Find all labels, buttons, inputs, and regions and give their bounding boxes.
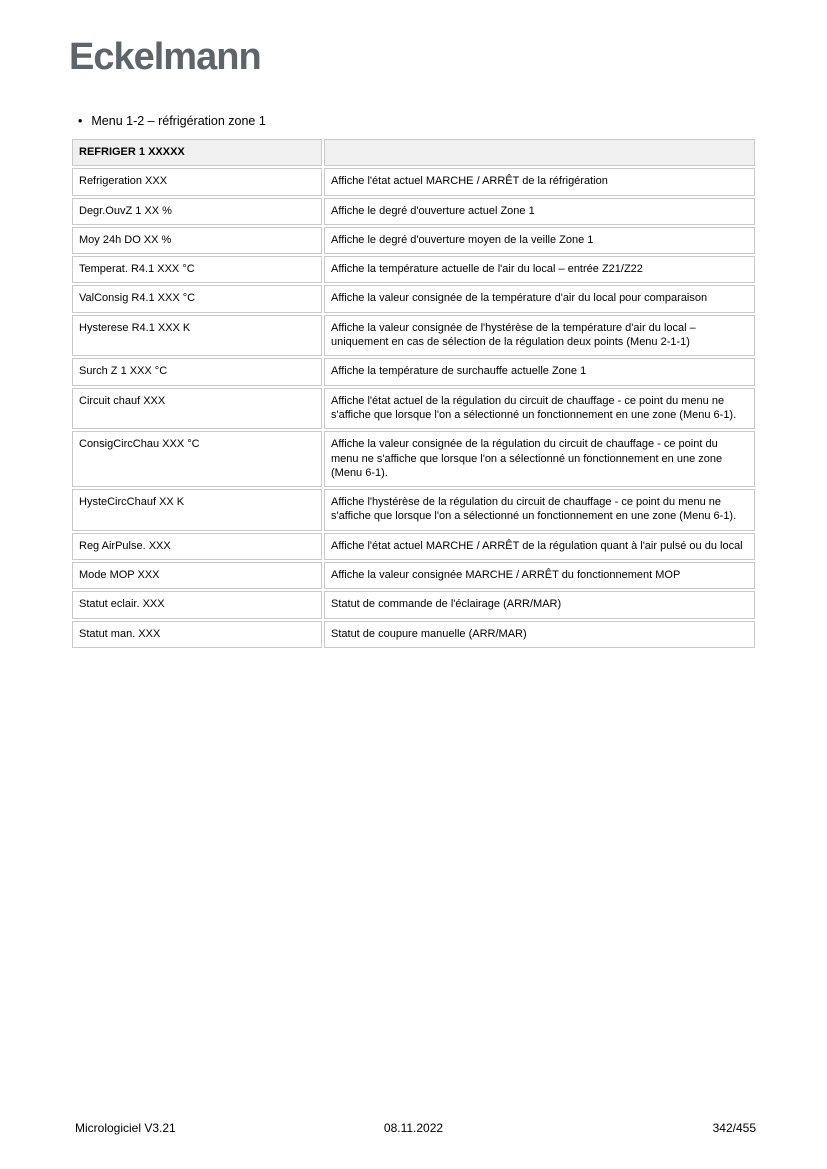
- table-header-empty-cell: [324, 139, 755, 166]
- menu-item-description: Affiche la température actuelle de l'air du local – entrée Z21/Z22: [324, 256, 755, 283]
- menu-item-label: ConsigCircChau XXX °C: [72, 431, 322, 487]
- table-header-row: [72, 139, 755, 166]
- menu-item-description: Affiche l'hystérèse de la régulation du circuit de chauffage - ce point du menu ne s'affiche que lorsque l'on a sélectionné un fonctionnement en une zone (Menu 6-1).: [324, 489, 755, 531]
- page-footer: [0, 1121, 827, 1137]
- table-row: [72, 621, 755, 648]
- table-row: [72, 315, 755, 357]
- menu-item-label: Statut eclair. XXX: [72, 591, 322, 618]
- table-row: [72, 227, 755, 254]
- table-row: [72, 388, 755, 430]
- menu-item-label: Refrigeration XXX: [72, 168, 322, 195]
- menu-item-label: Temperat. R4.1 XXX °C: [72, 256, 322, 283]
- table-row: [72, 358, 755, 385]
- table-row: [72, 431, 755, 487]
- section-title: Menu 1-2 – réfrigération zone 1: [91, 114, 266, 128]
- menu-item-description: Affiche la température de surchauffe actuelle Zone 1: [324, 358, 755, 385]
- table-row: [72, 198, 755, 225]
- table-row: [72, 285, 755, 312]
- footer-page-number: 342/455: [712, 1121, 756, 1135]
- menu-item-description: Affiche le degré d'ouverture actuel Zone 1: [324, 198, 755, 225]
- table-row: [72, 256, 755, 283]
- table-row: [72, 168, 755, 195]
- footer-firmware-version: Micrologiciel V3.21: [75, 1121, 176, 1135]
- menu-item-label: ValConsig R4.1 XXX °C: [72, 285, 322, 312]
- menu-item-label: Statut man. XXX: [72, 621, 322, 648]
- menu-item-description: Affiche la valeur consignée de la régulation du circuit de chauffage - ce point du menu ne s'affiche que lorsque l'on a sélectionné un fonctionnement en une zone (Menu 6-1).: [324, 431, 755, 487]
- menu-item-label: Reg AirPulse. XXX: [72, 533, 322, 560]
- menu-item-label: Degr.OuvZ 1 XX %: [72, 198, 322, 225]
- section-heading: [78, 114, 266, 128]
- menu-item-description: Affiche l'état actuel MARCHE / ARRÊT de la régulation quant à l'air pulsé ou du local: [324, 533, 755, 560]
- menu-item-label: Mode MOP XXX: [72, 562, 322, 589]
- menu-item-description: Affiche le degré d'ouverture moyen de la veille Zone 1: [324, 227, 755, 254]
- menu-item-description: Statut de coupure manuelle (ARR/MAR): [324, 621, 755, 648]
- menu-item-description: Affiche la valeur consignée de l'hystérèse de la température d'air du local – uniquement en cas de sélection de la régulation deux points (Menu 2-1-1): [324, 315, 755, 357]
- table-row: [72, 489, 755, 531]
- footer-date: 08.11.2022: [383, 1121, 444, 1135]
- menu-table-body: [72, 139, 755, 648]
- menu-item-description: Affiche l'état actuel MARCHE / ARRÊT de la réfrigération: [324, 168, 755, 195]
- menu-item-label: Hysterese R4.1 XXX K: [72, 315, 322, 357]
- menu-item-description: Affiche la valeur consignée MARCHE / ARRÊT du fonctionnement MOP: [324, 562, 755, 589]
- bullet-icon: •: [78, 114, 83, 128]
- menu-item-label: Circuit chauf XXX: [72, 388, 322, 430]
- menu-item-description: Affiche l'état actuel de la régulation du circuit de chauffage - ce point du menu ne s'affiche que lorsque l'on a sélectionné un fonctionnement en une zone (Menu 6-1).: [324, 388, 755, 430]
- table-row: [72, 533, 755, 560]
- menu-item-description: Affiche la valeur consignée de la température d'air du local pour comparaison: [324, 285, 755, 312]
- menu-table: [70, 137, 757, 650]
- table-row: [72, 562, 755, 589]
- menu-item-description: Statut de commande de l'éclairage (ARR/MAR): [324, 591, 755, 618]
- menu-item-label: Moy 24h DO XX %: [72, 227, 322, 254]
- table-row: [72, 591, 755, 618]
- menu-item-label: Surch Z 1 XXX °C: [72, 358, 322, 385]
- menu-item-label: HysteCircChauf XX K: [72, 489, 322, 531]
- eckelmann-logo: Eckelmann: [69, 36, 261, 78]
- table-header-title: REFRIGER 1 XXXXX: [72, 139, 322, 166]
